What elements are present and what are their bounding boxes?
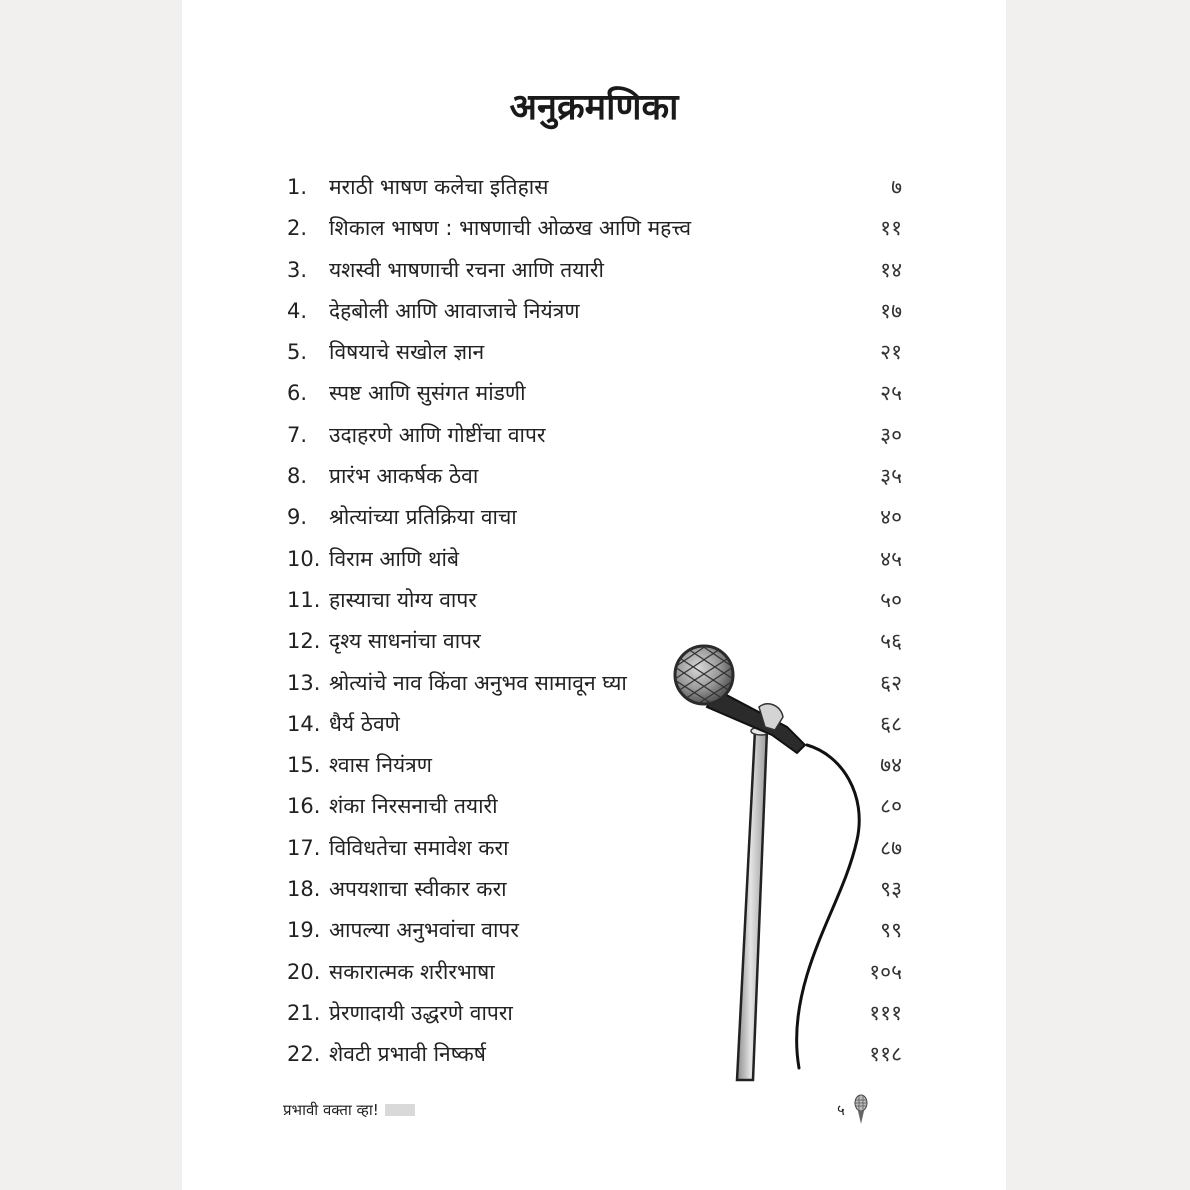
toc-title: उदाहरणे आणि गोष्टींचा वापर <box>329 422 546 447</box>
book-title: प्रभावी वक्ता व्हा! <box>283 1101 379 1119</box>
toc-number: 17. <box>287 835 321 860</box>
footer-decorative-bar <box>385 1104 415 1116</box>
toc-title: प्रेरणादायी उद्धरणे वापरा <box>329 1000 513 1025</box>
toc-page-number: ९९ <box>880 918 902 943</box>
toc-number: 6. <box>287 381 308 406</box>
page-number: ५ <box>837 1101 845 1119</box>
toc-title: देहबोली आणि आवाजाचे नियंत्रण <box>329 298 580 323</box>
page-title: अनुक्रमणिका <box>509 87 679 129</box>
toc-row[interactable] <box>287 580 902 621</box>
toc-row[interactable] <box>287 456 902 497</box>
toc-row[interactable] <box>287 208 902 249</box>
toc-row[interactable] <box>287 415 902 456</box>
toc-number: 22. <box>287 1042 321 1067</box>
toc-page-number: १११ <box>869 1000 902 1025</box>
toc-page-number: ५० <box>880 587 902 612</box>
toc-title: विराम आणि थांबे <box>329 546 459 571</box>
toc-page-number: ५६ <box>880 629 902 654</box>
toc-page-number: ७४ <box>880 753 902 778</box>
toc-page-number: ८० <box>880 794 902 819</box>
toc-title: दृश्य साधनांचा वापर <box>329 629 481 654</box>
toc-number: 3. <box>287 257 308 282</box>
toc-page-number: ३० <box>880 422 902 447</box>
toc-page-number: ४० <box>880 505 902 530</box>
toc-title: प्रारंभ आकर्षक ठेवा <box>329 464 479 489</box>
toc-title: शेवटी प्रभावी निष्कर्ष <box>329 1042 486 1067</box>
toc-title: विविधतेचा समावेश करा <box>329 835 509 860</box>
toc-number: 5. <box>287 340 308 365</box>
toc-number: 4. <box>287 298 308 323</box>
toc-number: 19. <box>287 918 321 943</box>
toc-row[interactable] <box>287 497 902 538</box>
page-number-block <box>837 1094 869 1126</box>
toc-title: सकारात्मक शरीरभाषा <box>329 959 495 984</box>
toc-page-number: ११ <box>880 216 902 241</box>
toc-row[interactable] <box>287 291 902 332</box>
book-page <box>182 0 1006 1190</box>
toc-title: धैर्य ठेवणे <box>329 711 400 736</box>
toc-title: हास्याचा योग्य वापर <box>329 587 477 612</box>
running-footer <box>283 1098 415 1122</box>
toc-row[interactable] <box>287 167 902 208</box>
toc-page-number: ६८ <box>880 711 902 736</box>
toc-number: 10. <box>287 546 321 571</box>
toc-number: 7. <box>287 422 308 447</box>
toc-number: 2. <box>287 216 308 241</box>
toc-page-number: १४ <box>880 257 902 282</box>
toc-row[interactable] <box>287 250 902 291</box>
toc-page-number: १०५ <box>869 959 902 984</box>
toc-title: अपयशाचा स्वीकार करा <box>329 877 507 902</box>
toc-title: श्रोत्यांच्या प्रतिक्रिया वाचा <box>329 505 517 530</box>
toc-number: 12. <box>287 629 321 654</box>
toc-page-number: ७ <box>891 175 902 199</box>
toc-number: 15. <box>287 753 321 778</box>
toc-row[interactable] <box>287 332 902 373</box>
toc-page-number: ११८ <box>869 1042 902 1067</box>
toc-title: विषयाचे सखोल ज्ञान <box>329 340 485 365</box>
toc-page-number: ६२ <box>880 670 902 695</box>
toc-page-number: १७ <box>880 298 902 323</box>
toc-number: 21. <box>287 1000 321 1025</box>
toc-number: 13. <box>287 670 321 695</box>
toc-number: 18. <box>287 877 321 902</box>
toc-title: श्वास नियंत्रण <box>329 753 432 778</box>
toc-number: 8. <box>287 464 308 489</box>
toc-page-number: ८७ <box>880 835 902 860</box>
microphone-icon <box>853 1094 869 1126</box>
toc-row[interactable] <box>287 539 902 580</box>
toc-row[interactable] <box>287 373 902 414</box>
toc-title: यशस्वी भाषणाची रचना आणि तयारी <box>329 257 604 282</box>
toc-number: 1. <box>287 175 308 199</box>
toc-page-number: ४५ <box>880 546 902 571</box>
toc-number: 20. <box>287 959 321 984</box>
toc-title: मराठी भाषण कलेचा इतिहास <box>329 175 549 199</box>
toc-title: आपल्या अनुभवांचा वापर <box>329 918 519 943</box>
toc-page-number: २१ <box>880 340 902 365</box>
toc-number: 16. <box>287 794 321 819</box>
microphone-on-stand-icon <box>667 635 887 1085</box>
toc-number: 11. <box>287 587 321 612</box>
toc-title: शिकाल भाषण : भाषणाची ओळख आणि महत्त्व <box>329 216 692 241</box>
toc-title: स्पष्ट आणि सुसंगत मांडणी <box>329 381 526 406</box>
toc-title: श्रोत्यांचे नाव किंवा अनुभव सामावून घ्या <box>329 670 627 695</box>
toc-page-number: ९३ <box>880 877 902 902</box>
toc-page-number: २५ <box>880 381 902 406</box>
toc-page-number: ३५ <box>880 464 902 489</box>
toc-number: 9. <box>287 505 308 530</box>
toc-title: शंका निरसनाची तयारी <box>329 794 498 819</box>
toc-number: 14. <box>287 711 321 736</box>
